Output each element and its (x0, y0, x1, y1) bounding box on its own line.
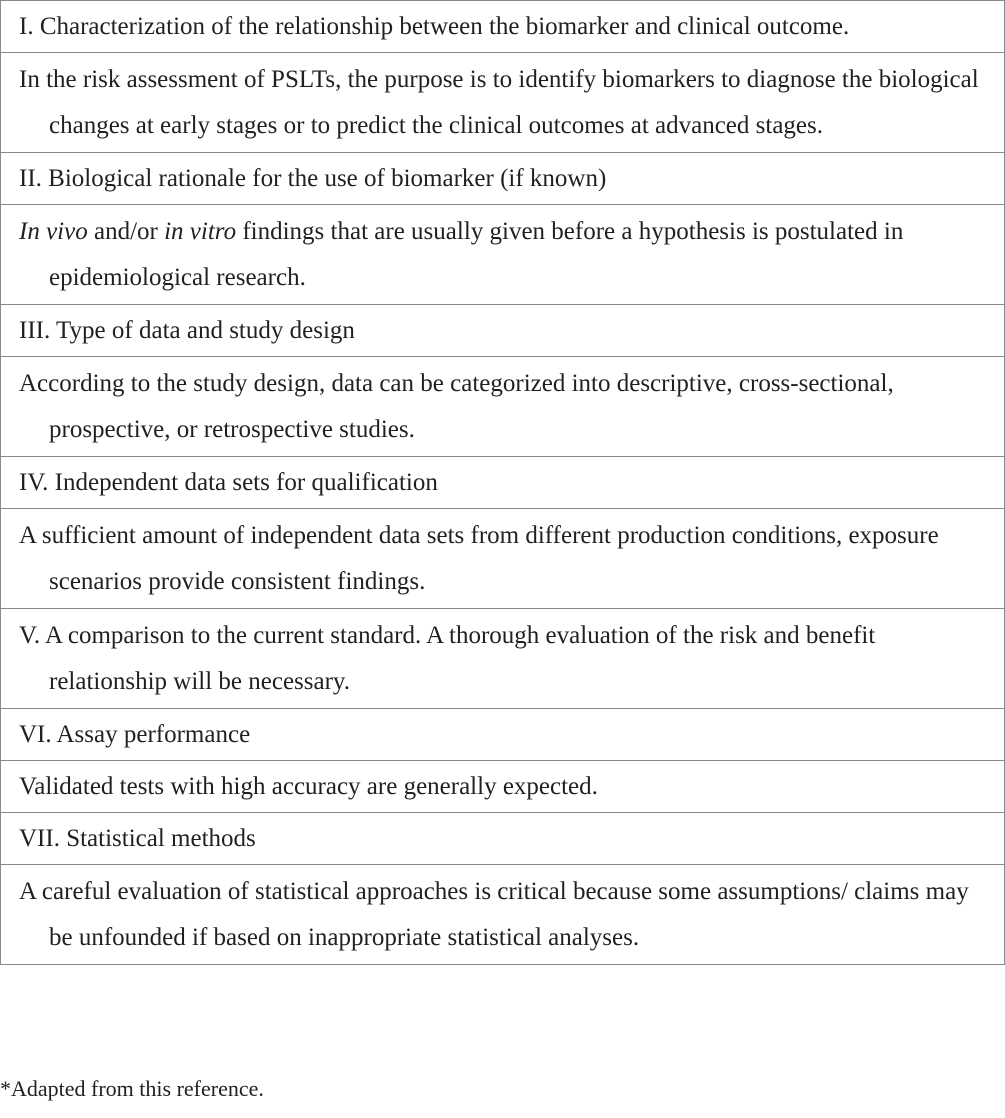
table-row-criterion-3: III. Type of data and study design (0, 305, 1005, 357)
table-row-criterion-7: VII. Statistical methods (0, 813, 1005, 865)
table-row-criterion-6: VI. Assay performance (0, 709, 1005, 761)
table-footnote: *Adapted from this reference. (0, 1076, 264, 1101)
table-row-criterion-1: I. Characterization of the relationship between the biomarker and clinical outcome. (0, 1, 1005, 53)
row-text-rest: findings that are usually given before a hypothesis is postulated in epidemiological research. (49, 218, 904, 291)
table-row-description-7: A careful evaluation of statistical approaches is critical because some assumptions/ claims may be unfounded if based on inappropriate statistical analyses. (0, 865, 1005, 965)
table-row-criterion-2: II. Biological rationale for the use of biomarker (if known) (0, 153, 1005, 205)
table-row-description-1: In the risk assessment of PSLTs, the purpose is to identify biomarkers to diagnose the biological changes at early stages or to predict the clinical outcomes at advanced stages. (0, 53, 1005, 153)
table-row-criterion-5: V. A comparison to the current standard. A thorough evaluation of the risk and benefit relationship will be necessary. (0, 609, 1005, 709)
italic-term-in-vivo: In vivo (19, 218, 88, 245)
row-text-connector: and/or (87, 218, 165, 245)
table-row-criterion-4: IV. Independent data sets for qualification (0, 457, 1005, 509)
table-row-description-2 (0, 205, 1005, 305)
table-row-description-6: Validated tests with high accuracy are generally expected. (0, 761, 1005, 813)
italic-term-in-vitro: in vitro (164, 218, 237, 245)
table-row-description-4: A sufficient amount of independent data sets from different production conditions, exposure scenarios provide consistent findings. (0, 509, 1005, 609)
table-row-description-3: According to the study design, data can be categorized into descriptive, cross-sectional, prospective, or retrospective studies. (0, 357, 1005, 457)
